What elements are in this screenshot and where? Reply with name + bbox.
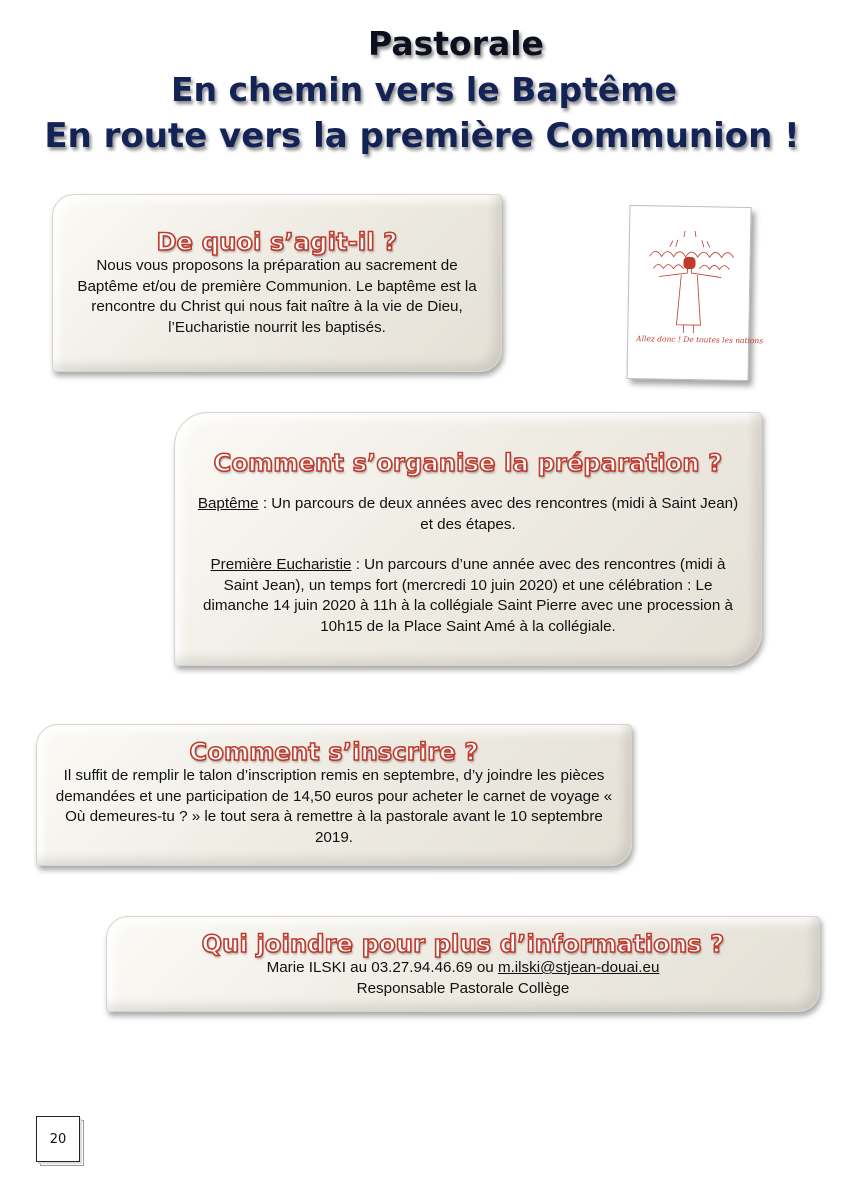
card-contact xyxy=(106,916,820,1012)
card-organisation-eucharistie-text xyxy=(175,555,761,637)
booklet-cover-image xyxy=(626,205,764,381)
bapteme-label: Baptême xyxy=(197,495,259,512)
page-title-bapteme: En chemin vers le Baptême xyxy=(170,70,678,109)
card-what-is-it-heading: De quoi s’agit-il ? xyxy=(156,228,398,256)
page-title-communion: En route vers la première Communion ! xyxy=(44,116,800,156)
card-registration-text: Il suffit de remplir le talon d’inscription remis en septembre, d’y joindre les pièces demandées et une participation de 14,50 euros pour acheter le carnet de voyage « Où demeures-tu ? » le tout sera à remettre à la pastorale avant le 10 septembre 2019. xyxy=(55,767,613,846)
bapteme-description: : Un parcours de deux années avec des rencontres (midi à Saint Jean) et des étapes. xyxy=(258,495,739,533)
card-what-is-it-text: Nous vous proposons la préparation au sacrement de Baptême et/ou de première Communion. Le baptême est la rencontre du Christ qui nous fait naître à la vie de Dieu, l’Eucharistie nourrit les baptisés. xyxy=(77,257,477,336)
eucharistie-description: : Un parcours d’une année avec des rencontres (midi à Saint Jean), un temps fort (mercredi 10 juin 2020) et une célébration : Le dimanche 14 juin 2020 à 11h à la collégiale Saint Pierre avec une procession à 10h15 de la Place Saint Amé à la collégiale. xyxy=(203,556,733,635)
contact-role: Responsable Pastorale Collège xyxy=(356,979,570,997)
eucharistie-label: Première Eucharistie xyxy=(210,556,352,573)
card-contact-heading: Qui joindre pour plus d’informations ? xyxy=(201,930,725,958)
contact-prefix: Marie ILSKI au 03.27.94.46.69 ou xyxy=(266,959,498,976)
contact-line xyxy=(107,958,819,979)
card-organisation xyxy=(174,412,762,666)
christ-illustration-icon xyxy=(628,206,764,380)
page-title-pastorale: Pastorale xyxy=(368,24,544,63)
contact-email-link[interactable]: m.ilski@stjean-douai.eu xyxy=(497,959,660,976)
card-organisation-bapteme-text xyxy=(175,494,761,535)
page-number: 20 xyxy=(36,1116,80,1162)
card-registration xyxy=(36,724,632,866)
booklet-caption: Allez donc ! De toutes les nations xyxy=(636,334,764,346)
card-organisation-heading: Comment s’organise la préparation ? xyxy=(213,449,723,477)
card-what-is-it xyxy=(52,194,502,372)
card-registration-heading: Comment s’inscrire ? xyxy=(189,738,479,766)
